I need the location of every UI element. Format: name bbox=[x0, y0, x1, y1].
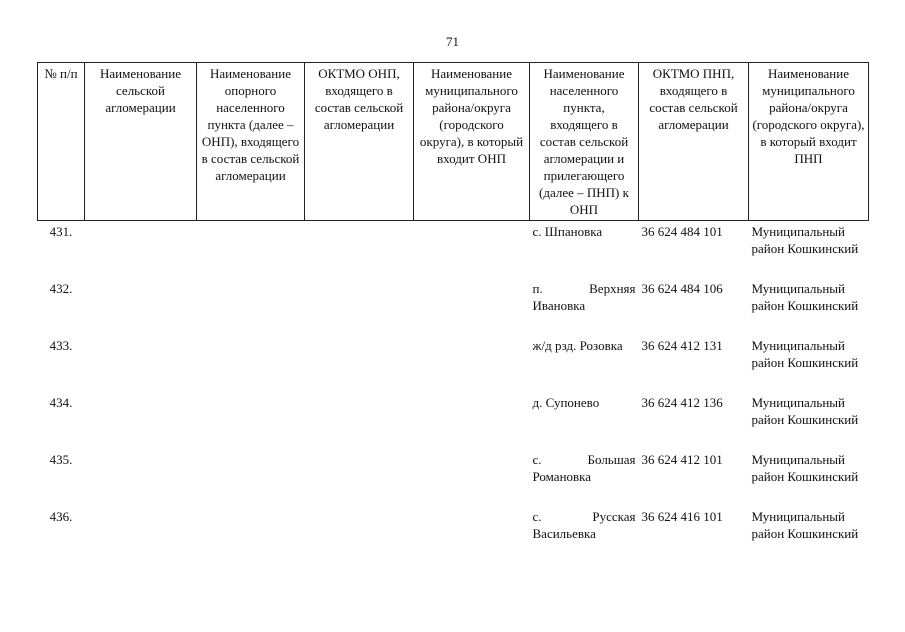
pnp-oktmo: 36 624 412 136 bbox=[641, 394, 723, 410]
table-header-row bbox=[38, 63, 869, 221]
pnp-district: Муниципальный район Кошкинский bbox=[751, 451, 859, 484]
pnp-name: с. Русская Васильевка bbox=[532, 508, 636, 541]
pnp-oktmo: 36 624 412 131 bbox=[641, 337, 723, 353]
onp-oktmo bbox=[305, 392, 414, 449]
row-number: 435. bbox=[49, 451, 73, 467]
header-pnp-name: Наименование населенного пункта, входящего в состав сельской агломерации и прилегающего (далее – ПНП) к ОНП bbox=[530, 63, 639, 221]
onp-name bbox=[197, 335, 305, 392]
table-row bbox=[38, 449, 869, 506]
page-number: 71 bbox=[446, 34, 459, 49]
agglomeration-name bbox=[85, 392, 197, 449]
pnp-name: п. Верхняя Ивановка bbox=[532, 280, 636, 313]
pnp-name: с. Большая Романовка bbox=[532, 451, 636, 484]
table-row bbox=[38, 335, 869, 392]
onp-name bbox=[197, 506, 305, 563]
pnp-oktmo: 36 624 484 101 bbox=[641, 224, 723, 239]
onp-oktmo bbox=[305, 221, 414, 278]
pnp-district: Муниципальный район Кошкинский bbox=[751, 337, 859, 370]
table-row bbox=[38, 506, 869, 563]
header-onp-name: Наименование опорного населенного пункта (далее – ОНП), входящего в состав сельской агломерации bbox=[197, 63, 305, 221]
onp-district bbox=[414, 392, 530, 449]
onp-name bbox=[197, 221, 305, 278]
onp-district bbox=[414, 506, 530, 563]
header-pnp-district: Наименование муниципального района/округа (городского округа), в который входит ПНП bbox=[749, 63, 869, 221]
row-number: 434. bbox=[49, 394, 73, 410]
pnp-name: ж/д рзд. Розовка bbox=[532, 337, 623, 353]
onp-name bbox=[197, 449, 305, 506]
row-number: 431. bbox=[49, 224, 73, 239]
onp-oktmo bbox=[305, 506, 414, 563]
pnp-name: с. Шпановка bbox=[532, 224, 603, 239]
agglomeration-name bbox=[85, 278, 197, 335]
onp-district bbox=[414, 221, 530, 278]
header-pnp-oktmo: ОКТМО ПНП, входящего в состав сельской агломерации bbox=[639, 63, 749, 221]
table-row bbox=[38, 278, 869, 335]
onp-name bbox=[197, 278, 305, 335]
pnp-district: Муниципальный район Кошкинский bbox=[751, 280, 859, 313]
onp-district bbox=[414, 335, 530, 392]
agglomeration-name bbox=[85, 506, 197, 563]
onp-oktmo bbox=[305, 278, 414, 335]
agglomeration-name bbox=[85, 221, 197, 278]
pnp-district: Муниципальный район Кошкинский bbox=[751, 224, 859, 256]
onp-district bbox=[414, 449, 530, 506]
onp-district bbox=[414, 278, 530, 335]
pnp-name: д. Супонево bbox=[532, 394, 600, 410]
agglomeration-name bbox=[85, 335, 197, 392]
agglomeration-name bbox=[85, 449, 197, 506]
header-onp-oktmo: ОКТМО ОНП, входящего в состав сельской агломерации bbox=[305, 63, 414, 221]
header-row-number: № п/п bbox=[38, 63, 85, 221]
agglomeration-table bbox=[37, 62, 869, 563]
onp-oktmo bbox=[305, 449, 414, 506]
table-row bbox=[38, 221, 869, 278]
onp-name bbox=[197, 392, 305, 449]
row-number: 436. bbox=[49, 508, 73, 524]
pnp-oktmo: 36 624 416 101 bbox=[641, 508, 723, 524]
pnp-oktmo: 36 624 484 106 bbox=[641, 280, 723, 296]
row-number: 433. bbox=[49, 337, 73, 353]
row-number: 432. bbox=[49, 280, 73, 296]
header-onp-district: Наименование муниципального района/округа (городского округа), в который входит ОНП bbox=[414, 63, 530, 221]
onp-oktmo bbox=[305, 335, 414, 392]
pnp-district: Муниципальный район Кошкинский bbox=[751, 394, 859, 427]
table-row bbox=[38, 392, 869, 449]
pnp-oktmo: 36 624 412 101 bbox=[641, 451, 723, 467]
header-agglomeration-name: Наименование сельской агломерации bbox=[85, 63, 197, 221]
pnp-district: Муниципальный район Кошкинский bbox=[751, 508, 859, 541]
